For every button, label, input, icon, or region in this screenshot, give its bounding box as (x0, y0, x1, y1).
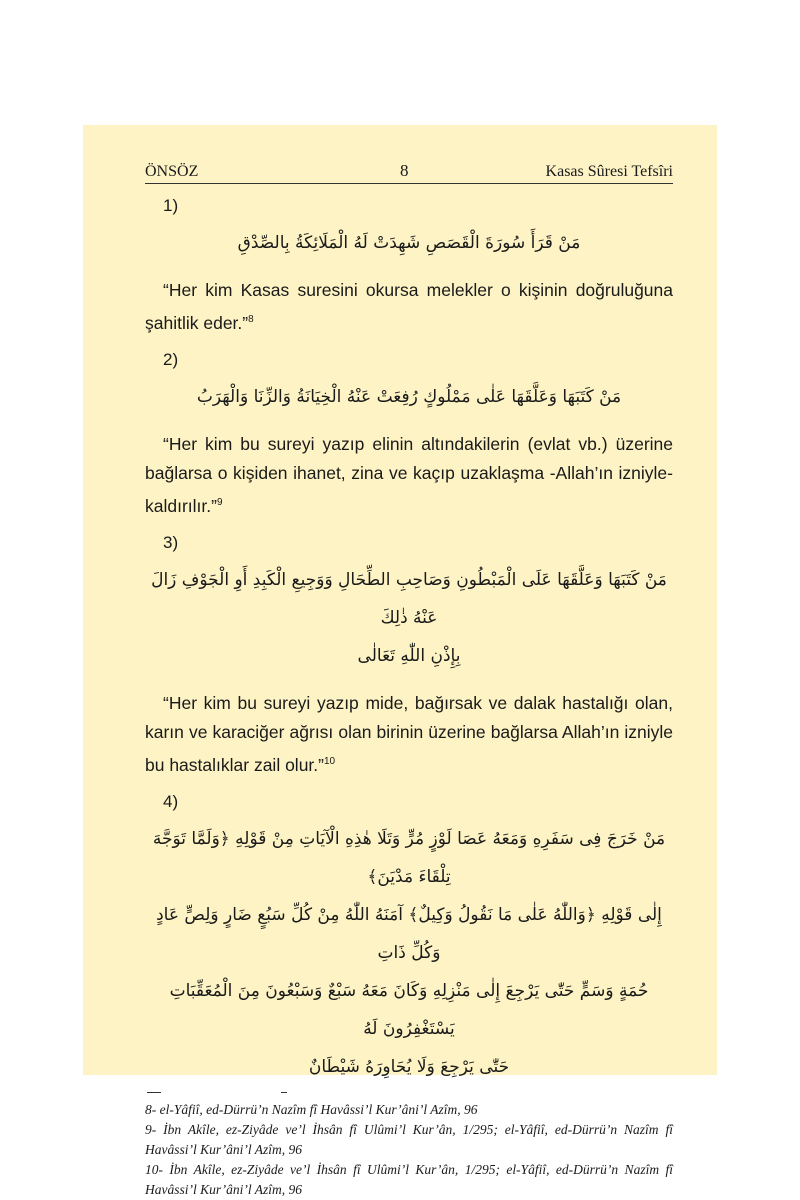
translation-text: “Her kim Kasas suresini okursa melekler o kişinin doğruluğuna şahitlik eder.” (145, 280, 673, 333)
header-section-title: ÖNSÖZ (145, 163, 199, 180)
arabic-text (145, 224, 673, 262)
item-number: 2) (163, 350, 179, 369)
turkish-translation (145, 276, 673, 338)
footnote-ref: 10 (323, 756, 336, 767)
translation-text: “Her kim bu sureyi yazıp elinin altındakilerin (evlat vb.) üzerine bağlarsa o kişiden ihanet, zina ve kaçıp uzaklaşma -Allah’ın izniyle- kaldırılır.” (145, 434, 673, 516)
footnote-divider (145, 1090, 673, 1098)
arabic-line: حَتّٰى يَرْجِعَ وَلَا يُحَاوِرَهُ شَيْطَانٌ (308, 1057, 510, 1077)
footnote: 10- İbn Akîle, ez-Ziyâde ve’l İhsân fî Ulûmi’l Kur’ân, 1/295; el-Yâfiî, ed-Dürrü’n Nazîm fî Havâssi’l Kur’âni’l Azîm, 96 (145, 1162, 673, 1197)
arabic-line: مَنْ كَتَبَهَا وَعَلَّقَهَا عَلٰى مَمْلُوكٍ رُفِعَتْ عَنْهُ الْخِيَانَةُ وَالزِّنَا وَالْهَرَبُ (196, 387, 622, 407)
arabic-line: إِلٰى قَوْلِهِ ﴿وَاللّٰهُ عَلٰى مَا نَقُولُ وَكِيلٌ﴾ آمَنَهُ اللّٰهُ مِنْ كُلِّ سَبُعٍ ضَارٍ وَلِصٍّ عَادٍ وَكُلِّ ذَاتِ (156, 905, 662, 963)
item-number: 3) (163, 533, 179, 552)
footnote-ref: 8 (248, 314, 254, 325)
arabic-line: حُمَةٍ وَسَمٍّ حَتّٰى يَرْجِعَ إِلٰى مَنْزِلِهِ وَكَانَ مَعَهُ سَبْعٌ وَسَبْعُونَ مِنَ الْمُعَقِّبَاتِ يَسْتَغْفِرُونَ لَهُ (169, 981, 649, 1039)
arabic-text (145, 561, 673, 675)
footnote: 8- el-Yâfiî, ed-Dürrü’n Nazîm fî Havâssi’l Kur’âni’l Azîm, 96 (145, 1102, 478, 1117)
item-number: 4) (163, 792, 179, 811)
arabic-line: مَنْ قَرَأَ سُورَةَ الْقَصَصِ شَهِدَتْ لَهُ الْمَلَائِكَةُ بِالصِّدْقِ (237, 233, 581, 253)
turkish-translation (145, 689, 673, 780)
header-book-title: Kasas Sûresi Tefsîri (545, 163, 673, 180)
turkish-translation (145, 430, 673, 521)
running-header (145, 161, 673, 184)
footnote: 9- İbn Akîle, ez-Ziyâde ve’l İhsân fî Ulûmi’l Kur’ân, 1/295; el-Yâfiî, ed-Dürrü’n Nazîm fî Havâssi’l Kur’âni’l Azîm, 96 (145, 1122, 673, 1157)
arabic-line: مَنْ خَرَجَ فِى سَفَرِهِ وَمَعَهُ عَصَا لَوْزٍ مُرٍّ وَتَلَا هٰذِهِ الْآيَاتِ مِنْ قَوْلِهِ ﴿وَلَمَّا تَوَجَّهَ تِلْقَاءَ مَدْيَنَ﴾ (152, 829, 666, 887)
arabic-text (145, 820, 673, 1086)
arabic-line: مَنْ كَتَبَهَا وَعَلَّقَهَا عَلَى الْمَبْطُونِ وَصَاحِبِ الطِّحَالِ وَوَجِيعِ الْكَبِدِ أَوِ الْجَوْفِ زَالَ عَنْهُ ذٰلِكَ (151, 570, 667, 628)
arabic-line: بِإِذْنِ اللّٰهِ تَعَالٰى (357, 646, 461, 666)
footnote-ref: 9 (216, 497, 223, 508)
footnote-rule-segment (147, 1092, 161, 1093)
page-number: 8 (400, 161, 409, 180)
book-page (83, 125, 717, 1197)
footnote-rule-segment (281, 1092, 287, 1093)
item-number: 1) (163, 196, 179, 215)
arabic-text (145, 378, 673, 416)
translation-text: “Her kim bu sureyi yazıp mide, bağırsak ve dalak hastalığı olan, karın ve karaciğer ağrısı olan birinin üzerine bağlarsa Allah’ın izniyle bu hastalıklar zail olur.” (145, 693, 673, 775)
